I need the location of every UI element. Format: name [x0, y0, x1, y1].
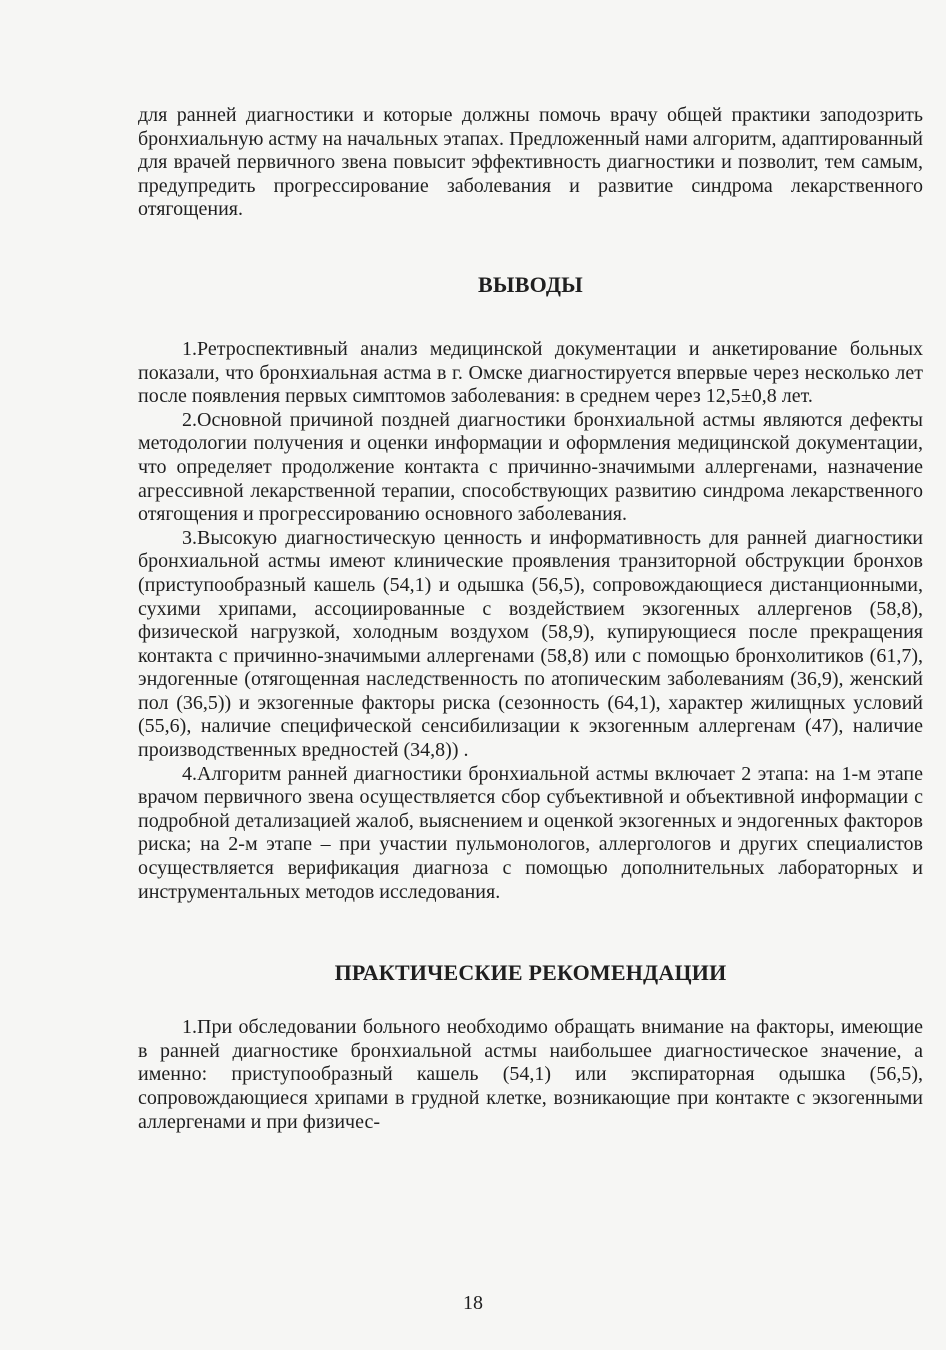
- item-number: 1.: [182, 1016, 197, 1039]
- item-number: 2.: [182, 408, 197, 431]
- item-text: При обследовании больного необходимо обращать внимание на факторы, имеющие в ранней диагностике бронхиальной астмы наибольшее диагностическое значение, а именно: приступообразный кашель (54,1) или экспираторная одышка (56,5), сопровождающиеся хрипами в грудной клетке, возникающие при контакте с экзогенными аллергенами и при физичес-: [138, 1016, 923, 1133]
- item-text: Основной причиной поздней диагностики бронхиальной астмы являются дефекты методологии получения и оценки информации и оформления медицинской документации, что определяет продолжение контакта с причинно-значимыми аллергенами, назначение агрессивной лекарственной терапии, способствующих развитию синдрома лекарственного отягощения и прогрессированию основного заболевания.: [138, 408, 923, 526]
- conclusion-item: [138, 409, 923, 527]
- conclusions-list: [138, 338, 923, 904]
- item-number: 4.: [182, 762, 197, 785]
- item-number: 3.: [182, 526, 197, 549]
- conclusion-item: [138, 763, 923, 905]
- intro-paragraph: для ранней диагностики и которые должны помочь врачу общей практики заподозрить бронхиальную астму на начальных этапах. Предложенный нами алгоритм, адаптированный для врачей первичного звена повысит эффективность диагностики и позволит, тем самым, предупредить прогрессирование заболевания и развитие синдрома лекарственного отягощения.: [138, 104, 923, 221]
- item-text: Ретроспективный анализ медицинской документации и анкетирование больных показали, что бронхиальная астма в г. Омске диагностируется впервые через несколько лет после появления первых симптомов заболевания: в среднем через 12,5±0,8 лет.: [138, 337, 923, 408]
- conclusion-item: [138, 527, 923, 763]
- item-number: 1.: [182, 337, 197, 360]
- recommendations-list: [138, 1016, 923, 1134]
- conclusions-heading: ВЫВОДЫ: [478, 271, 583, 297]
- item-text: Алгоритм ранней диагностики бронхиальной астмы включает 2 этапа: на 1-м этапе врачом первичного звена осуществляется сбор субъективной и объективной информации с подробной детализацией жалоб, выяснением и оценкой экзогенных и эндогенных факторов риска; на 2-м этапе – при участии пульмонологов, аллергологов и других специалистов осуществляется верификация диагноза с помощью дополнительных лабораторных и инструментальных методов исследования.: [138, 762, 923, 903]
- item-text: Высокую диагностическую ценность и информативность для ранней диагностики бронхиальной астмы имеют клинические проявления транзиторной обструкции бронхов (приступообразный кашель (54,1) и одышка (56,5), сопровождающиеся дистанционными, сухими хрипами, ассоциированные с воздействием экзогенных аллергенов (58,8), физической нагрузкой, холодным воздухом (58,9), купирующиеся после прекращения контакта с причинно-значимыми аллергенами (58,8) или с помощью бронхолитиков (61,7), эндогенные (отягощенная наследственность по атопическим заболеваниям (36,9), женский пол (36,5)) и экзогенные факторы риска (сезонность (64,1), характер жилищных условий (55,6), наличие специфической сенсибилизации к экзогенным аллергенам (47), наличие производственных вредностей (34,8)) .: [138, 526, 923, 762]
- page-content: [138, 104, 923, 1134]
- recommendations-heading: ПРАКТИЧЕСКИЕ РЕКОМЕНДАЦИИ: [334, 960, 727, 986]
- page-number: 18: [463, 1292, 483, 1314]
- conclusion-item: [138, 338, 923, 409]
- recommendation-item: [138, 1016, 923, 1134]
